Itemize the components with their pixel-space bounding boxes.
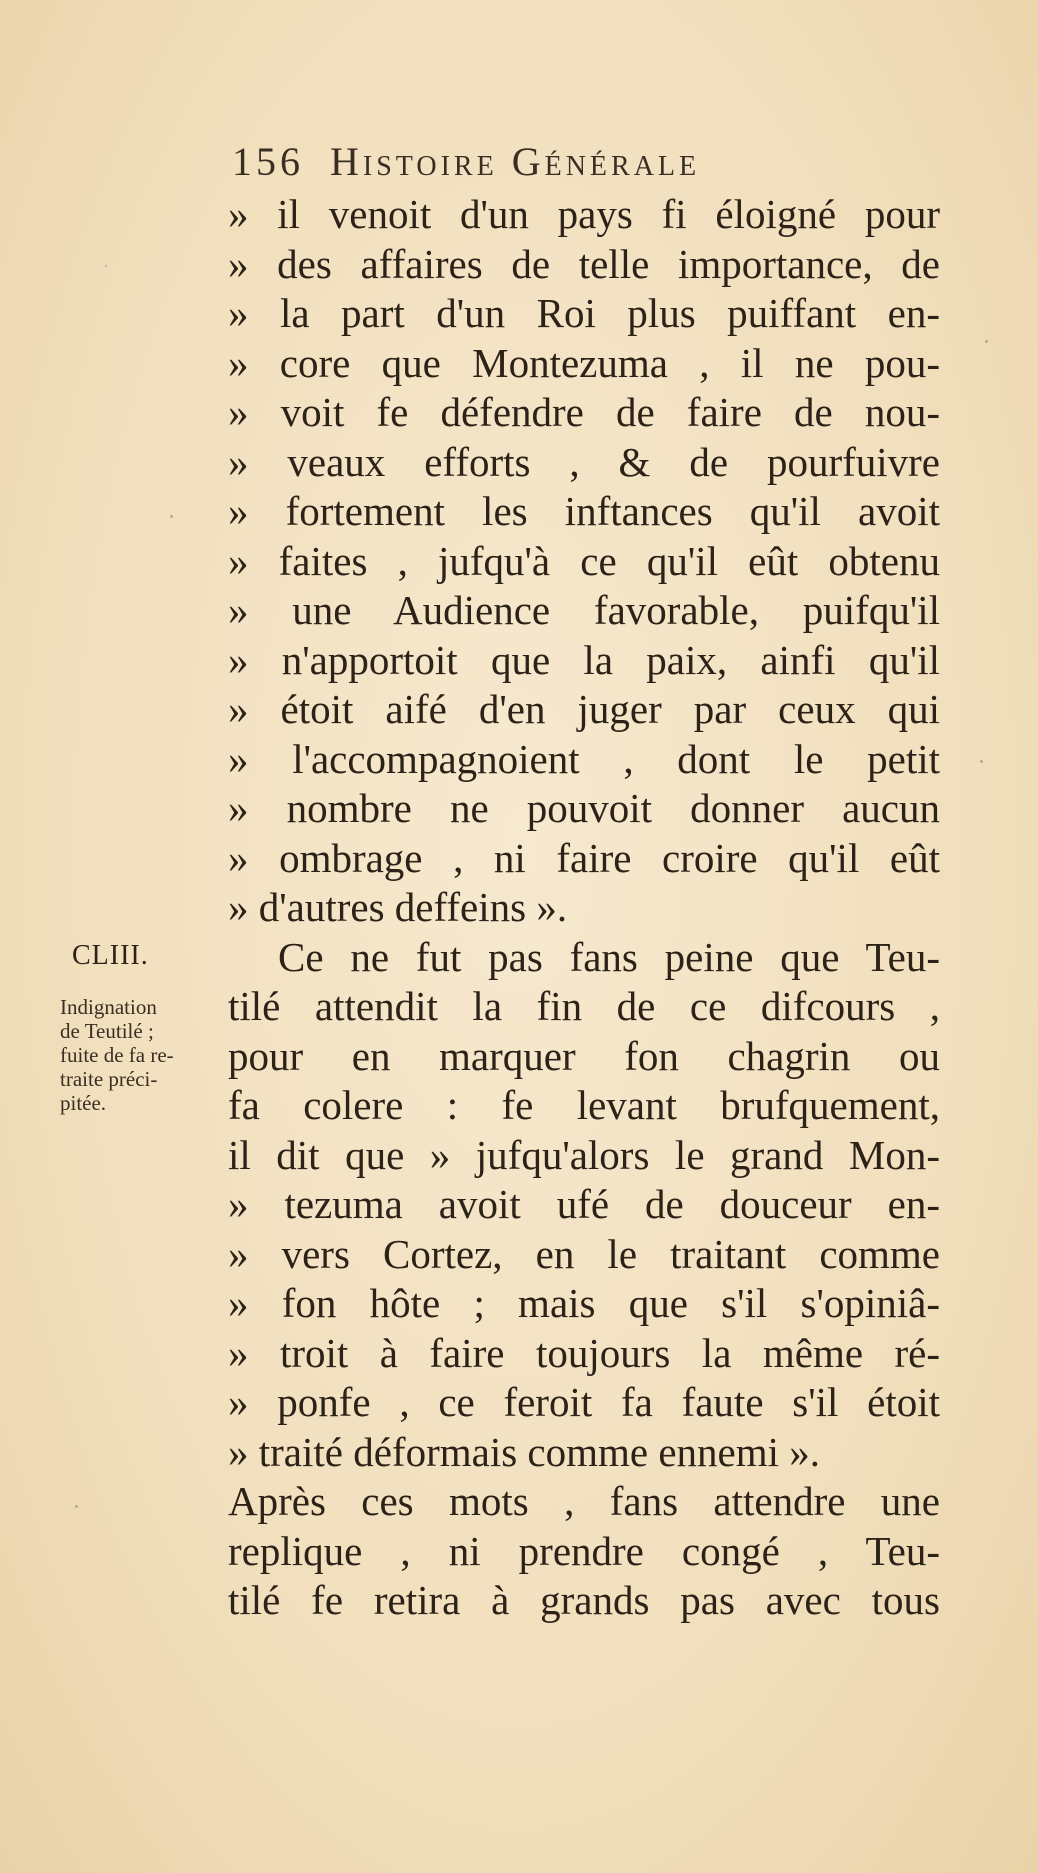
paper-speck <box>75 1505 78 1508</box>
text-line: » l'accompagnoient , dont le petit <box>228 735 940 782</box>
margin-note <box>60 995 220 1115</box>
text-line: » fortement les inftances qu'il avoit <box>228 488 940 534</box>
page-number: 156 <box>232 139 304 184</box>
text-line: » traité déformais comme ennemi ». <box>228 1428 821 1475</box>
text-line: Ce ne fut pas fans peine que Teu- <box>278 933 940 980</box>
text-line: Après ces mots , fans attendre une <box>228 1478 940 1524</box>
text-line: » ombrage , ni faire croire qu'il eût <box>228 834 940 881</box>
text-line: » vers Cortez, en le traitant comme <box>228 1230 940 1277</box>
paper-speck <box>985 340 988 343</box>
text-line: tilé fe retira à grands pas avec tous <box>228 1577 940 1623</box>
margin-note-line: traite préci- <box>60 1067 158 1091</box>
text-line: il dit que » jufqu'alors le grand Mon- <box>228 1131 940 1178</box>
section-number: CLIII. <box>72 940 149 971</box>
text-line: » troit à faire toujours la même ré- <box>228 1329 940 1376</box>
text-line: » tezuma avoit ufé de douceur en- <box>228 1181 940 1227</box>
text-line: » il venoit d'un pays fi éloigné pour <box>228 191 940 237</box>
body-text <box>228 190 940 1626</box>
paper-speck <box>170 515 173 518</box>
running-title: Histoire Générale <box>330 139 701 184</box>
text-line: » nombre ne pouvoit donner aucun <box>228 785 940 831</box>
text-line: replique , ni prendre congé , Teu- <box>228 1527 940 1574</box>
text-line: pour en marquer fon chagrin ou <box>228 1032 940 1079</box>
text-line: » n'apportoit que la paix, ainfi qu'il <box>228 636 940 683</box>
text-line: fa colere : fe levant brufquement, <box>228 1082 940 1128</box>
text-line: » des affaires de telle importance, de <box>228 240 940 287</box>
text-line: » fon hôte ; mais que s'il s'opiniâ- <box>228 1280 940 1326</box>
text-line: » d'autres deffeins ». <box>228 884 568 930</box>
margin-note-line: fuite de fa re- <box>60 1043 174 1067</box>
text-line: » voit fe défendre de faire de nou- <box>228 389 940 435</box>
text-line: » faites , jufqu'à ce qu'il eût obtenu <box>228 537 940 584</box>
paper-speck <box>980 760 983 763</box>
margin-note-line: pitée. <box>60 1091 107 1115</box>
text-line: » veaux efforts , & de pourfuivre <box>228 438 940 485</box>
paper-speck <box>105 265 107 267</box>
running-header <box>232 138 700 185</box>
margin-note-line: Indignation <box>60 995 157 1019</box>
text-line: » une Audience favorable, puifqu'il <box>228 587 940 633</box>
text-line: tilé attendit la fin de ce difcours , <box>228 983 940 1029</box>
text-line: » core que Montezuma , il ne pou- <box>228 339 940 386</box>
text-line: » ponfe , ce feroit fa faute s'il étoit <box>228 1379 940 1425</box>
text-line: » étoit aifé d'en juger par ceux qui <box>228 686 940 732</box>
margin-note-line: de Teutilé ; <box>60 1019 154 1043</box>
text-line: » la part d'un Roi plus puiffant en- <box>228 290 940 336</box>
